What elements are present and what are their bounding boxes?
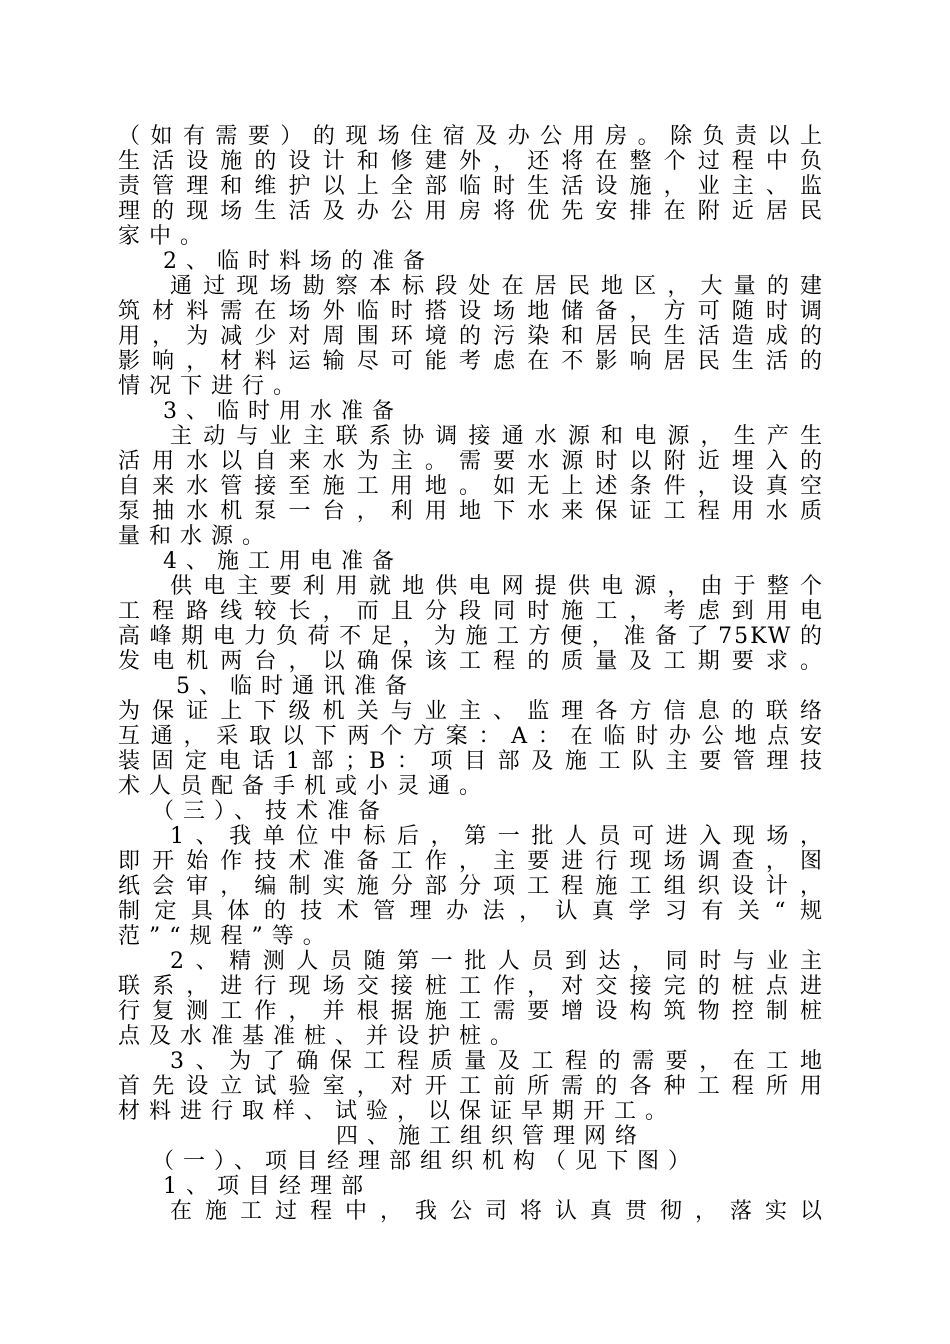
text-line-29: 1、我单位中标后，第一批人员可进入现场，: [170, 824, 824, 849]
text-line-1: （如有需要）的现场住宿及办公用房。除负责以上: [118, 124, 824, 149]
text-line-4: 理的现场生活及办公用房将优先安排在附近居民: [118, 199, 824, 224]
text-line-26: 装固定电话1部；B：项目部及施工队主要管理技: [118, 749, 824, 774]
chapter-heading-4: 四、施工组织管理网络: [336, 1124, 647, 1149]
text-line-8: 筑材料需在场外临时搭设场地储备，方可随时调: [118, 299, 824, 324]
text-line-22: 发电机两台，以确保该工程的质量及工期要求。: [118, 649, 824, 674]
text-line-9: 用，为减少对周围环境的污染和居民生活造成的: [118, 324, 824, 349]
text-line-5: 家中。: [118, 224, 212, 249]
section-heading-org: （一）、项目经理部组织机构（见下图）: [152, 1149, 700, 1174]
text-line-37: 点及水准基准桩、并设护桩。: [118, 1024, 522, 1049]
section-heading-3: 3、临时用水准备: [163, 399, 403, 424]
text-line-38: 3、为了确保工程质量及工程的需要，在工地: [170, 1049, 824, 1074]
text-line-24: 为保证上下级机关与业主、监理各方信息的联络: [118, 699, 824, 724]
text-line-3: 责管理和维护以上全部临时生活设施，业主、监: [118, 174, 824, 199]
text-line-11: 情况下进行。: [118, 374, 305, 399]
text-line-19: 供电主要利用就地供电网提供电源，由于整个: [170, 574, 824, 599]
section-heading-5: 5、临时通讯准备: [176, 674, 416, 699]
text-line-25: 互通，采取以下两个方案：A：在临时办公地点安: [118, 724, 824, 749]
section-heading-tech: （三）、技术准备: [152, 799, 390, 824]
text-line-40: 材料进行取样、试验，以保证早期开工。: [118, 1099, 677, 1124]
text-line-31: 纸会审，编制实施分部分项工程施工组织设计，: [118, 874, 824, 899]
text-line-20: 工程路线较长，而且分段同时施工，考虑到用电: [118, 599, 824, 624]
text-line-27: 术人员配备手机或小灵通。: [118, 774, 491, 799]
text-line-21: 高峰期电力负荷不足，为施工方便，准备了75KW的: [118, 624, 824, 649]
text-line-2: 生活设施的设计和修建外，还将在整个过程中负: [118, 149, 824, 174]
text-line-7: 通过现场勘察本标段处在居民地区，大量的建: [170, 274, 824, 299]
text-line-39: 首先设立试验室，对开工前所需的各种工程所用: [118, 1074, 824, 1099]
text-line-34: 2、精测人员随第一批人员到达，同时与业主: [170, 949, 824, 974]
subsection-heading-1: 1、项目经理部: [163, 1174, 372, 1199]
text-line-33: 范”“规程”等。: [118, 924, 334, 949]
text-line-17: 量和水源。: [118, 524, 274, 549]
text-line-15: 自来水管接至施工用地。如无上述条件，设真空: [118, 474, 824, 499]
section-heading-2: 2、临时料场的准备: [163, 249, 434, 274]
section-heading-4: 4、施工用电准备: [163, 549, 403, 574]
text-line-16: 泵抽水机泵一台，利用地下水来保证工程用水质: [118, 499, 824, 524]
text-line-44: 在施工过程中，我公司将认真贯彻，落实以: [170, 1199, 824, 1224]
text-line-32: 制定具体的技术管理办法，认真学习有关“规: [118, 899, 824, 924]
text-line-30: 即开始作技术准备工作，主要进行现场调查，图: [118, 849, 824, 874]
text-line-10: 影响，材料运输尽可能考虑在不影响居民生活的: [118, 349, 824, 374]
text-line-14: 活用水以自来水为主。需要水源时以附近埋入的: [118, 449, 824, 474]
text-line-13: 主动与业主联系协调接通水源和电源，生产生: [170, 424, 824, 449]
text-line-35: 联系，进行现场交接桩工作，对交接完的桩点进: [118, 974, 824, 999]
text-line-36: 行复测工作，并根据施工需要增设构筑物控制桩: [118, 999, 824, 1024]
